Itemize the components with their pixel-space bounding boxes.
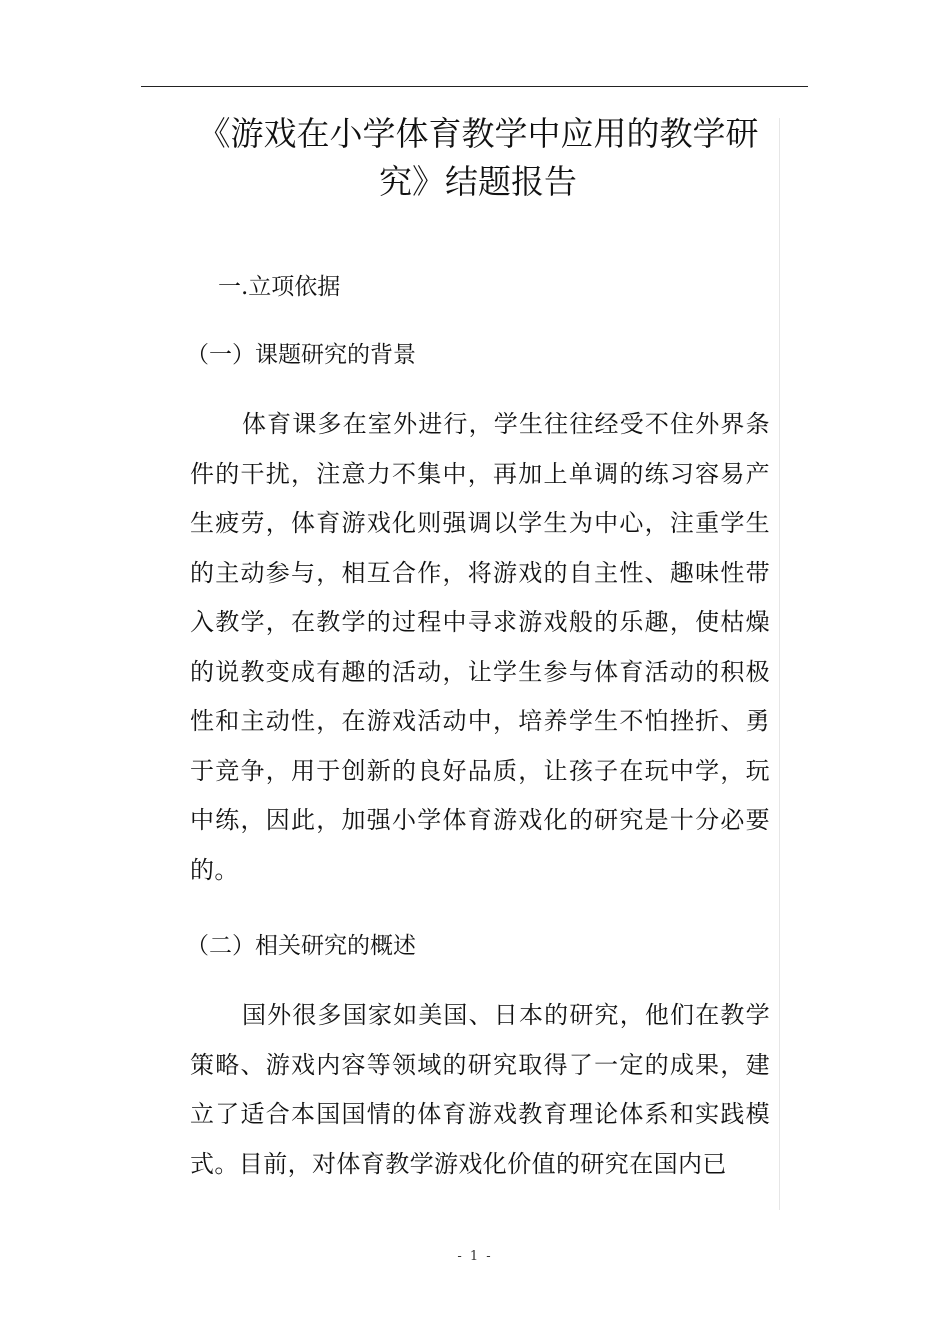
margin-rule: [779, 118, 780, 1210]
page-number: - 1 -: [457, 1249, 493, 1264]
paragraph-related-research: 国外很多国家如美国、日本的研究，他们在教学策略、游戏内容等领域的研究取得了一定的成果，建立了适合本国国情的体育游戏教育理论体系和实践模式。目前，对体育教学游戏化价值的研究在国内已: [190, 1001, 770, 1178]
subsection-heading-related-research: （二）相关研究的概述: [186, 933, 416, 959]
document-body: [186, 110, 770, 1189]
section-heading-project-basis: 一.立项依据: [218, 274, 341, 300]
paragraph-background: 体育课多在室外进行，学生往往经受不住外界条件的干扰，注意力不集中，再加上单调的练习容易产生疲劳，体育游戏化则强调以学生为中心，注重学生的主动参与，相互合作，将游戏的自主性、趣味性带入教学，在教学的过程中寻求游戏般的乐趣，使枯燥的说教变成有趣的活动，让学生参与体育活动的积极性和主动性，在游戏活动中，培养学生不怕挫折、勇于竞争，用于创新的良好品质，让孩子在玩中学，玩中练，因此，加强小学体育游戏化的研究是十分必要的。: [190, 410, 770, 884]
subsection-heading-background: （一）课题研究的背景: [186, 342, 416, 368]
header-rule: [141, 86, 808, 87]
document-title: 《游戏在小学体育教学中应用的教学研究》结题报告: [197, 114, 759, 201]
